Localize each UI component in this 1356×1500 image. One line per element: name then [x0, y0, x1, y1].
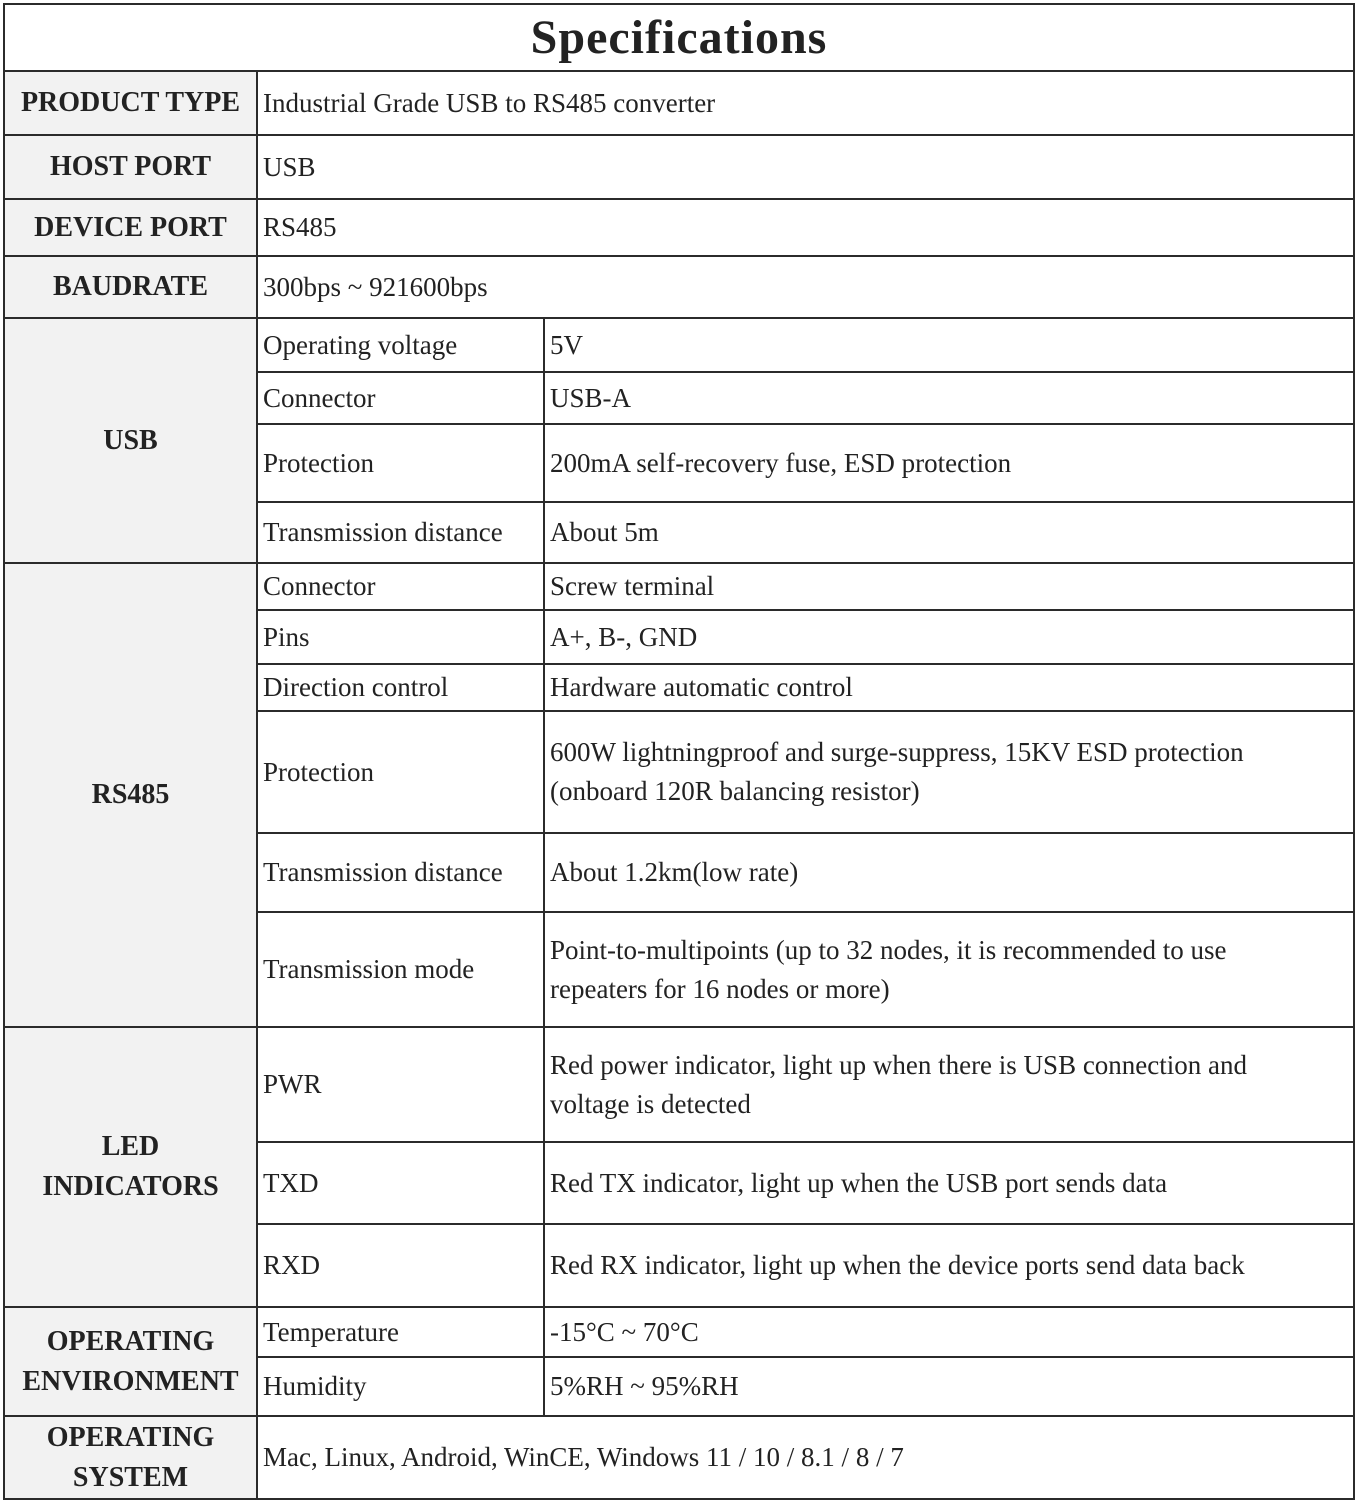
- usb-row: [4, 318, 1354, 372]
- rs485-group-label: RS485: [4, 563, 257, 1027]
- led-row-value: Red RX indicator, light up when the device ports send data back: [544, 1224, 1354, 1307]
- label-line: LED: [101, 1131, 160, 1162]
- led-row-label: RXD: [257, 1224, 544, 1307]
- led-row-value: [544, 1027, 1354, 1142]
- value-line: voltage is detected: [550, 1088, 751, 1119]
- device-port-label: DEVICE PORT: [4, 199, 257, 256]
- device-port-value: RS485: [257, 199, 1354, 256]
- usb-row-label: Operating voltage: [257, 318, 544, 372]
- host-port-row: [4, 135, 1354, 199]
- usb-row-value: 200mA self-recovery fuse, ESD protection: [544, 424, 1354, 502]
- label-line: OPERATING: [46, 1421, 215, 1453]
- label-line: ENVIRONMENT: [22, 1365, 239, 1397]
- os-row: [4, 1416, 1354, 1499]
- usb-row-value: USB-A: [544, 372, 1354, 424]
- product-type-label: PRODUCT TYPE: [4, 71, 257, 135]
- label-line: OPERATING: [46, 1325, 215, 1357]
- rs485-row-label: Protection: [257, 711, 544, 833]
- baudrate-label: BAUDRATE: [4, 256, 257, 318]
- led-row-label: TXD: [257, 1142, 544, 1224]
- os-label: [4, 1416, 257, 1499]
- rs485-row-value: A+, B-, GND: [544, 610, 1354, 664]
- usb-group-label: USB: [4, 318, 257, 563]
- rs485-row-value: [544, 912, 1354, 1027]
- baudrate-value: 300bps ~ 921600bps: [257, 256, 1354, 318]
- host-port-value: USB: [257, 135, 1354, 199]
- usb-row-value: 5V: [544, 318, 1354, 372]
- rs485-row-value: Hardware automatic control: [544, 664, 1354, 711]
- title-row: [4, 4, 1354, 71]
- product-type-value: Industrial Grade USB to RS485 converter: [257, 71, 1354, 135]
- usb-row-value: About 5m: [544, 502, 1354, 563]
- usb-row-label: Protection: [257, 424, 544, 502]
- host-port-label: HOST PORT: [4, 135, 257, 199]
- label-line: SYSTEM: [72, 1461, 189, 1493]
- rs485-row-value: About 1.2km(low rate): [544, 833, 1354, 912]
- value-line: Point-to-multipoints (up to 32 nodes, it is recommended to use: [550, 934, 1227, 965]
- rs485-row-label: Pins: [257, 610, 544, 664]
- led-row-label: PWR: [257, 1027, 544, 1142]
- page-title: Specifications: [4, 4, 1354, 71]
- rs485-row: [4, 563, 1354, 610]
- environment-row-value: -15°C ~ 70°C: [544, 1307, 1354, 1357]
- led-group-label: [4, 1027, 257, 1307]
- rs485-row-label: Transmission mode: [257, 912, 544, 1027]
- label-line: INDICATORS: [42, 1171, 219, 1202]
- os-value: Mac, Linux, Android, WinCE, Windows 11 / 10 / 8.1 / 8 / 7: [257, 1416, 1354, 1499]
- environment-row-label: Humidity: [257, 1357, 544, 1416]
- environment-row-label: Temperature: [257, 1307, 544, 1357]
- rs485-row-label: Transmission distance: [257, 833, 544, 912]
- usb-row-label: Transmission distance: [257, 502, 544, 563]
- rs485-row-label: Connector: [257, 563, 544, 610]
- environment-row-value: 5%RH ~ 95%RH: [544, 1357, 1354, 1416]
- environment-row: [4, 1307, 1354, 1357]
- value-line: repeaters for 16 nodes or more): [550, 973, 890, 1004]
- environment-group-label: [4, 1307, 257, 1416]
- value-line: Red power indicator, light up when there is USB connection and: [550, 1049, 1248, 1080]
- value-line: (onboard 120R balancing resistor): [550, 776, 920, 806]
- device-port-row: [4, 199, 1354, 256]
- rs485-row-value: Screw terminal: [544, 563, 1354, 610]
- rs485-row-value: [544, 711, 1354, 833]
- usb-row-label: Connector: [257, 372, 544, 424]
- led-row-value: Red TX indicator, light up when the USB port sends data: [544, 1142, 1354, 1224]
- product-type-row: [4, 71, 1354, 135]
- baudrate-row: [4, 256, 1354, 318]
- led-row: [4, 1027, 1354, 1142]
- rs485-row-label: Direction control: [257, 664, 544, 711]
- value-line: 600W lightningproof and surge-suppress, 15KV ESD protection: [550, 737, 1244, 767]
- specifications-table: [3, 3, 1355, 1500]
